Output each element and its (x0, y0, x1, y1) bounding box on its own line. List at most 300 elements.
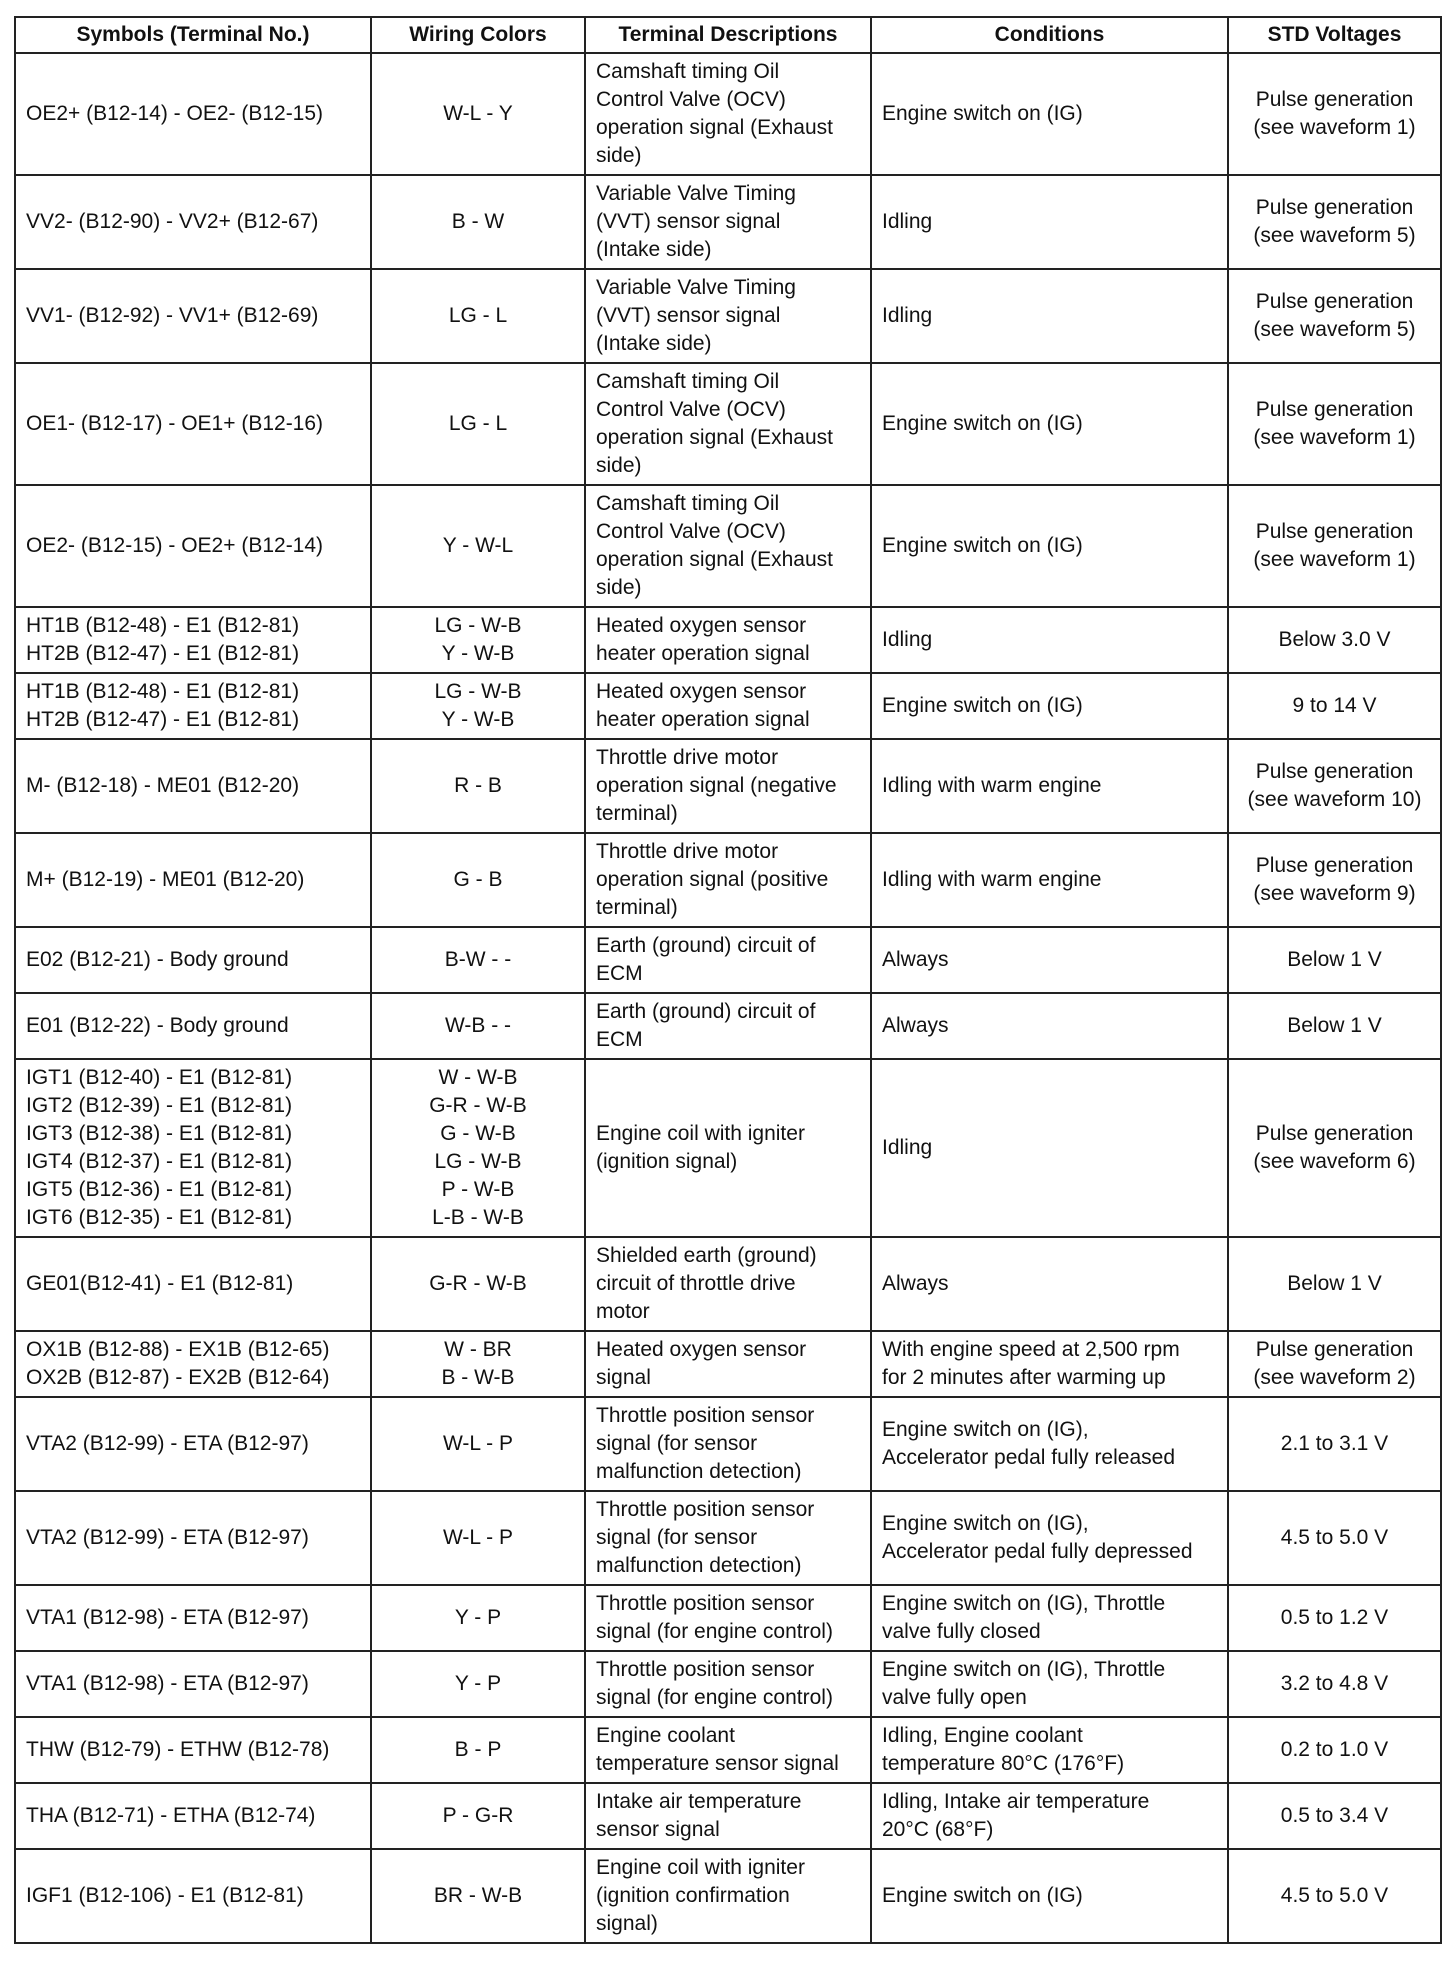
description-cell-line: (Intake side) (596, 238, 712, 261)
wiring-color-cell (371, 1397, 585, 1491)
symbol-cell (15, 1237, 371, 1331)
description-cell-line: operation signal (Exhaust (596, 426, 833, 449)
description-cell-line: Control Valve (OCV) (596, 520, 786, 543)
description-cell (585, 1397, 871, 1491)
voltage-cell-line: (see waveform 1) (1253, 548, 1416, 571)
description-cell-line: sensor signal (596, 1818, 720, 1841)
table-body (15, 53, 1441, 1943)
description-cell-line: Camshaft timing Oil (596, 370, 780, 393)
table-row (15, 833, 1441, 927)
symbol-cell-line: E01 (B12-22) - Body ground (26, 1014, 289, 1037)
description-cell-line: signal (for engine control) (596, 1686, 833, 1709)
symbol-cell (15, 673, 371, 739)
symbol-cell (15, 363, 371, 485)
ecm-terminal-table (14, 16, 1442, 1944)
symbol-cell-line: HT1B (B12-48) - E1 (B12-81) (26, 680, 300, 703)
description-cell (585, 739, 871, 833)
symbol-cell (15, 927, 371, 993)
wiring-color-cell-line: P - W-B (441, 1178, 515, 1201)
wiring-color-cell (371, 1783, 585, 1849)
voltage-cell-line: Below 3.0 V (1278, 628, 1391, 651)
symbol-cell (15, 1585, 371, 1651)
symbol-cell-line: THW (B12-79) - ETHW (B12-78) (26, 1738, 330, 1761)
wiring-color-cell-line: LG - W-B (434, 1150, 522, 1173)
description-cell-line: Heated oxygen sensor (596, 1338, 807, 1361)
description-cell (585, 833, 871, 927)
voltage-cell (1228, 739, 1441, 833)
voltage-cell-line: 4.5 to 5.0 V (1280, 1884, 1389, 1907)
wiring-color-cell-line: LG - W-B (434, 614, 522, 637)
description-cell (585, 673, 871, 739)
symbol-cell (15, 1059, 371, 1237)
voltage-cell (1228, 607, 1441, 673)
symbol-cell-line: HT2B (B12-47) - E1 (B12-81) (26, 708, 300, 731)
wiring-color-cell (371, 269, 585, 363)
wiring-color-cell-line: W-L - P (442, 1432, 513, 1455)
symbol-cell-line: VTA1 (B12-98) - ETA (B12-97) (26, 1606, 309, 1629)
description-cell-line: signal (for sensor (596, 1432, 758, 1455)
voltage-cell-line: Pulse generation (1255, 88, 1414, 111)
symbol-cell-line: OX2B (B12-87) - EX2B (B12-64) (26, 1366, 330, 1389)
description-cell-line: Control Valve (OCV) (596, 398, 786, 421)
wiring-color-cell (371, 607, 585, 673)
condition-cell (871, 1717, 1228, 1783)
symbol-cell-line: THA (B12-71) - ETHA (B12-74) (26, 1804, 316, 1827)
table-row (15, 1717, 1441, 1783)
wiring-color-cell (371, 927, 585, 993)
condition-cell (871, 833, 1228, 927)
symbol-cell (15, 1651, 371, 1717)
voltage-cell (1228, 993, 1441, 1059)
description-cell-line: temperature sensor signal (596, 1752, 839, 1775)
voltage-cell (1228, 1491, 1441, 1585)
wiring-color-cell-line: B - P (454, 1738, 502, 1761)
wiring-color-cell (371, 485, 585, 607)
wiring-color-cell-line: G-R - W-B (429, 1272, 527, 1295)
condition-cell (871, 1397, 1228, 1491)
wiring-color-cell-line: L-B - W-B (432, 1206, 524, 1229)
voltage-cell (1228, 53, 1441, 175)
description-cell-line: Intake air temperature (596, 1790, 802, 1813)
voltage-cell (1228, 1849, 1441, 1943)
description-cell (585, 1491, 871, 1585)
symbol-cell-line: VTA1 (B12-98) - ETA (B12-97) (26, 1672, 309, 1695)
symbol-cell-line: IGT5 (B12-36) - E1 (B12-81) (26, 1178, 293, 1201)
description-cell-line: ECM (596, 1028, 643, 1051)
symbol-cell (15, 53, 371, 175)
condition-cell (871, 927, 1228, 993)
condition-cell-line: Idling (882, 628, 933, 651)
condition-cell-line: Engine switch on (IG), (882, 1418, 1089, 1441)
description-cell-line: Camshaft timing Oil (596, 492, 780, 515)
condition-cell-line: Engine switch on (IG), (882, 1512, 1089, 1535)
condition-cell-line: valve fully open (882, 1686, 1027, 1709)
description-cell (585, 1237, 871, 1331)
symbol-cell-line: OE2+ (B12-14) - OE2- (B12-15) (26, 102, 324, 125)
symbol-cell-line: IGT2 (B12-39) - E1 (B12-81) (26, 1094, 293, 1117)
table-row (15, 1237, 1441, 1331)
symbol-cell-line: GE01(B12-41) - E1 (B12-81) (26, 1272, 294, 1295)
wiring-color-cell-line: B-W - - (444, 948, 512, 971)
condition-cell (871, 485, 1228, 607)
condition-cell (871, 1491, 1228, 1585)
condition-cell (871, 53, 1228, 175)
symbol-cell-line: OX1B (B12-88) - EX1B (B12-65) (26, 1338, 330, 1361)
voltage-cell-line: 0.2 to 1.0 V (1280, 1738, 1389, 1761)
description-cell-line: Throttle position sensor (596, 1658, 815, 1681)
condition-cell-line: Idling with warm engine (882, 868, 1102, 891)
voltage-cell-line: Pulse generation (1255, 1122, 1414, 1145)
header-symbols: Symbols (Terminal No.) (15, 17, 371, 53)
description-cell-line: Throttle position sensor (596, 1592, 815, 1615)
description-cell-line: operation signal (Exhaust (596, 548, 833, 571)
condition-cell-line: valve fully closed (882, 1620, 1041, 1643)
description-cell-line: Earth (ground) circuit of (596, 1000, 816, 1023)
wiring-color-cell (371, 993, 585, 1059)
voltage-cell-line: 0.5 to 3.4 V (1280, 1804, 1389, 1827)
description-cell-line: operation signal (negative (596, 774, 837, 797)
wiring-color-cell (371, 833, 585, 927)
symbol-cell (15, 607, 371, 673)
symbol-cell-line: VTA2 (B12-99) - ETA (B12-97) (26, 1526, 309, 1549)
wiring-color-cell-line: P - G-R (442, 1804, 514, 1827)
condition-cell-line: Engine switch on (IG) (882, 102, 1083, 125)
condition-cell (871, 1237, 1228, 1331)
condition-cell-line: Engine switch on (IG) (882, 412, 1083, 435)
voltage-cell-line: Pulse generation (1255, 760, 1414, 783)
wiring-color-cell-line: B - W-B (441, 1366, 515, 1389)
wiring-color-cell-line: B - W (451, 210, 505, 233)
description-cell-line: circuit of throttle drive (596, 1272, 796, 1295)
description-cell (585, 175, 871, 269)
header-conditions: Conditions (871, 17, 1228, 53)
symbol-cell-line: IGF1 (B12-106) - E1 (B12-81) (26, 1884, 304, 1907)
wiring-color-cell-line: Y - P (454, 1672, 502, 1695)
table-row (15, 673, 1441, 739)
table-row (15, 1059, 1441, 1237)
voltage-cell-line: (see waveform 10) (1247, 788, 1422, 811)
symbol-cell (15, 1849, 371, 1943)
symbol-cell-line: OE2- (B12-15) - OE2+ (B12-14) (26, 534, 324, 557)
table-row (15, 53, 1441, 175)
condition-cell-line: Engine switch on (IG) (882, 1884, 1083, 1907)
table-row (15, 1491, 1441, 1585)
table-row (15, 1849, 1441, 1943)
wiring-color-cell (371, 363, 585, 485)
wiring-color-cell-line: BR - W-B (433, 1884, 523, 1907)
symbol-cell (15, 739, 371, 833)
condition-cell (871, 1783, 1228, 1849)
description-cell (585, 1849, 871, 1943)
condition-cell-line: Idling, Intake air temperature (882, 1790, 1150, 1813)
description-cell (585, 607, 871, 673)
voltage-cell (1228, 1585, 1441, 1651)
voltage-cell-line: Pulse generation (1255, 290, 1414, 313)
description-cell-line: Throttle position sensor (596, 1404, 815, 1427)
description-cell-line: terminal) (596, 896, 678, 919)
voltage-cell (1228, 175, 1441, 269)
condition-cell-line: Always (882, 1014, 949, 1037)
wiring-color-cell (371, 1651, 585, 1717)
voltage-cell-line: 0.5 to 1.2 V (1280, 1606, 1389, 1629)
voltage-cell-line: 9 to 14 V (1292, 694, 1377, 717)
description-cell-line: ECM (596, 962, 643, 985)
wiring-color-cell-line: LG - L (448, 412, 508, 435)
wiring-color-cell-line: Y - P (454, 1606, 502, 1629)
wiring-color-cell-line: LG - L (448, 304, 508, 327)
condition-cell (871, 993, 1228, 1059)
description-cell-line: heater operation signal (596, 708, 810, 731)
symbol-cell-line: IGT4 (B12-37) - E1 (B12-81) (26, 1150, 293, 1173)
voltage-cell-line: 3.2 to 4.8 V (1280, 1672, 1389, 1695)
description-cell-line: signal (for engine control) (596, 1620, 833, 1643)
wiring-color-cell-line: W - BR (444, 1338, 512, 1361)
description-cell-line: (ignition confirmation (596, 1884, 790, 1907)
condition-cell-line: Engine switch on (IG) (882, 694, 1083, 717)
symbol-cell-line: IGT6 (B12-35) - E1 (B12-81) (26, 1206, 293, 1229)
wiring-color-cell (371, 53, 585, 175)
voltage-cell (1228, 673, 1441, 739)
condition-cell-line: Engine switch on (IG), Throttle (882, 1658, 1166, 1681)
voltage-cell (1228, 1331, 1441, 1397)
description-cell (585, 269, 871, 363)
description-cell-line: (VVT) sensor signal (596, 210, 781, 233)
description-cell-line: Variable Valve Timing (596, 276, 796, 299)
wiring-color-cell-line: G - B (453, 868, 503, 891)
condition-cell-line: Engine switch on (IG), Throttle (882, 1592, 1166, 1615)
voltage-cell-line: Pulse generation (1255, 1338, 1414, 1361)
voltage-cell-line: (see waveform 1) (1253, 116, 1416, 139)
voltage-cell-line: (see waveform 5) (1253, 318, 1416, 341)
voltage-cell-line: Below 1 V (1287, 948, 1382, 971)
condition-cell (871, 1849, 1228, 1943)
condition-cell-line: Accelerator pedal fully released (882, 1446, 1175, 1469)
description-cell (585, 363, 871, 485)
symbol-cell-line: HT2B (B12-47) - E1 (B12-81) (26, 642, 300, 665)
description-cell-line: Control Valve (OCV) (596, 88, 786, 111)
wiring-color-cell (371, 1585, 585, 1651)
symbol-cell-line: HT1B (B12-48) - E1 (B12-81) (26, 614, 300, 637)
table-row (15, 993, 1441, 1059)
symbol-cell (15, 175, 371, 269)
description-cell-line: Engine coolant (596, 1724, 735, 1747)
description-cell-line: Throttle position sensor (596, 1498, 815, 1521)
table-row (15, 1585, 1441, 1651)
voltage-cell-line: Pulse generation (1255, 520, 1414, 543)
condition-cell (871, 363, 1228, 485)
description-cell-line: Throttle drive motor (596, 840, 779, 863)
symbol-cell (15, 1783, 371, 1849)
table-row (15, 1331, 1441, 1397)
symbol-cell (15, 1717, 371, 1783)
wiring-color-cell (371, 1059, 585, 1237)
wiring-color-cell (371, 1717, 585, 1783)
voltage-cell (1228, 927, 1441, 993)
voltage-cell-line: 4.5 to 5.0 V (1280, 1526, 1389, 1549)
symbol-cell (15, 1331, 371, 1397)
description-cell (585, 1783, 871, 1849)
header-row (15, 17, 1441, 53)
voltage-cell (1228, 1237, 1441, 1331)
wiring-color-cell-line: LG - W-B (434, 680, 522, 703)
description-cell (585, 485, 871, 607)
condition-cell-line: Always (882, 948, 949, 971)
wiring-color-cell-line: W - W-B (438, 1066, 518, 1089)
voltage-cell (1228, 363, 1441, 485)
description-cell-line: Throttle drive motor (596, 746, 779, 769)
condition-cell (871, 607, 1228, 673)
description-cell-line: signal (596, 1366, 651, 1389)
voltage-cell (1228, 1783, 1441, 1849)
description-cell-line: Engine coil with igniter (596, 1122, 805, 1145)
symbol-cell (15, 993, 371, 1059)
header-wiring-colors: Wiring Colors (371, 17, 585, 53)
condition-cell-line: 20°C (68°F) (882, 1818, 994, 1841)
wiring-color-cell (371, 1491, 585, 1585)
symbol-cell-line: IGT1 (B12-40) - E1 (B12-81) (26, 1066, 293, 1089)
header-std-voltages: STD Voltages (1228, 17, 1441, 53)
description-cell (585, 993, 871, 1059)
description-cell-line: Camshaft timing Oil (596, 60, 780, 83)
voltage-cell (1228, 1717, 1441, 1783)
wiring-color-cell-line: W-L - P (442, 1526, 513, 1549)
symbol-cell (15, 1491, 371, 1585)
wiring-color-cell-line: R - B (454, 774, 502, 797)
description-cell-line: Heated oxygen sensor (596, 614, 807, 637)
description-cell-line: Heated oxygen sensor (596, 680, 807, 703)
description-cell-line: (VVT) sensor signal (596, 304, 781, 327)
wiring-color-cell (371, 1849, 585, 1943)
condition-cell-line: Idling with warm engine (882, 774, 1102, 797)
condition-cell-line: Idling (882, 1136, 933, 1159)
voltage-cell-line: (see waveform 5) (1253, 224, 1416, 247)
condition-cell-line: Idling (882, 210, 933, 233)
condition-cell (871, 269, 1228, 363)
condition-cell-line: temperature 80°C (176°F) (882, 1752, 1125, 1775)
condition-cell-line: for 2 minutes after warming up (882, 1366, 1166, 1389)
voltage-cell (1228, 1059, 1441, 1237)
condition-cell-line: Engine switch on (IG) (882, 534, 1083, 557)
wiring-color-cell (371, 175, 585, 269)
voltage-cell-line: (see waveform 2) (1253, 1366, 1416, 1389)
voltage-cell (1228, 1651, 1441, 1717)
symbol-cell (15, 485, 371, 607)
description-cell-line: signal) (596, 1912, 658, 1935)
condition-cell-line: Accelerator pedal fully depressed (882, 1540, 1193, 1563)
description-cell-line: malfunction detection) (596, 1554, 802, 1577)
table-row (15, 1651, 1441, 1717)
voltage-cell-line: Pluse generation (1255, 854, 1414, 877)
description-cell-line: motor (596, 1300, 650, 1323)
description-cell-line: signal (for sensor (596, 1526, 758, 1549)
description-cell (585, 927, 871, 993)
symbol-cell-line: VV2- (B12-90) - VV2+ (B12-67) (26, 210, 319, 233)
voltage-cell-line: (see waveform 9) (1253, 882, 1416, 905)
description-cell-line: Variable Valve Timing (596, 182, 796, 205)
symbol-cell-line: OE1- (B12-17) - OE1+ (B12-16) (26, 412, 324, 435)
symbol-cell-line: IGT3 (B12-38) - E1 (B12-81) (26, 1122, 293, 1145)
condition-cell (871, 739, 1228, 833)
symbol-cell-line: M+ (B12-19) - ME01 (B12-20) (26, 868, 305, 891)
description-cell-line: malfunction detection) (596, 1460, 802, 1483)
wiring-color-cell-line: Y - W-L (442, 534, 514, 557)
wiring-color-cell-line: G-R - W-B (429, 1094, 527, 1117)
voltage-cell (1228, 485, 1441, 607)
table-row (15, 485, 1441, 607)
condition-cell (871, 1651, 1228, 1717)
description-cell (585, 1585, 871, 1651)
voltage-cell (1228, 1397, 1441, 1491)
symbol-cell-line: M- (B12-18) - ME01 (B12-20) (26, 774, 300, 797)
wiring-color-cell-line: Y - W-B (441, 642, 515, 665)
description-cell-line: operation signal (positive (596, 868, 829, 891)
condition-cell (871, 1331, 1228, 1397)
voltage-cell-line: (see waveform 1) (1253, 426, 1416, 449)
table-row (15, 363, 1441, 485)
table-row (15, 1397, 1441, 1491)
description-cell (585, 1651, 871, 1717)
wiring-color-cell-line: Y - W-B (441, 708, 515, 731)
symbol-cell (15, 1397, 371, 1491)
voltage-cell-line: (see waveform 6) (1253, 1150, 1416, 1173)
header-terminal-descriptions: Terminal Descriptions (585, 17, 871, 53)
description-cell (585, 1059, 871, 1237)
wiring-color-cell (371, 1237, 585, 1331)
symbol-cell-line: VTA2 (B12-99) - ETA (B12-97) (26, 1432, 309, 1455)
wiring-color-cell (371, 673, 585, 739)
condition-cell (871, 673, 1228, 739)
table-row (15, 269, 1441, 363)
wiring-color-cell-line: W-L - Y (443, 102, 513, 125)
description-cell-line: side) (596, 454, 642, 477)
description-cell-line: side) (596, 144, 642, 167)
table-row (15, 927, 1441, 993)
condition-cell (871, 1585, 1228, 1651)
table-row (15, 607, 1441, 673)
table-row (15, 175, 1441, 269)
symbol-cell-line: VV1- (B12-92) - VV1+ (B12-69) (26, 304, 319, 327)
voltage-cell-line: 2.1 to 3.1 V (1280, 1432, 1389, 1455)
description-cell-line: terminal) (596, 802, 678, 825)
condition-cell-line: Idling (882, 304, 933, 327)
description-cell-line: Earth (ground) circuit of (596, 934, 816, 957)
condition-cell (871, 1059, 1228, 1237)
table-row (15, 739, 1441, 833)
description-cell-line: Shielded earth (ground) (596, 1244, 817, 1267)
condition-cell-line: With engine speed at 2,500 rpm (882, 1338, 1180, 1361)
voltage-cell-line: Pulse generation (1255, 196, 1414, 219)
voltage-cell (1228, 833, 1441, 927)
description-cell-line: heater operation signal (596, 642, 810, 665)
description-cell-line: (ignition signal) (596, 1150, 738, 1173)
voltage-cell-line: Below 1 V (1287, 1272, 1382, 1295)
symbol-cell (15, 269, 371, 363)
condition-cell (871, 175, 1228, 269)
wiring-color-cell (371, 1331, 585, 1397)
condition-cell-line: Idling, Engine coolant (882, 1724, 1083, 1747)
voltage-cell-line: Below 1 V (1287, 1014, 1382, 1037)
wiring-color-cell-line: G - W-B (440, 1122, 516, 1145)
description-cell (585, 1717, 871, 1783)
terminal-voltage-sheet (14, 16, 1440, 1944)
description-cell-line: side) (596, 576, 642, 599)
voltage-cell (1228, 269, 1441, 363)
description-cell (585, 1331, 871, 1397)
description-cell (585, 53, 871, 175)
description-cell-line: Engine coil with igniter (596, 1856, 805, 1879)
wiring-color-cell (371, 739, 585, 833)
symbol-cell-line: E02 (B12-21) - Body ground (26, 948, 289, 971)
